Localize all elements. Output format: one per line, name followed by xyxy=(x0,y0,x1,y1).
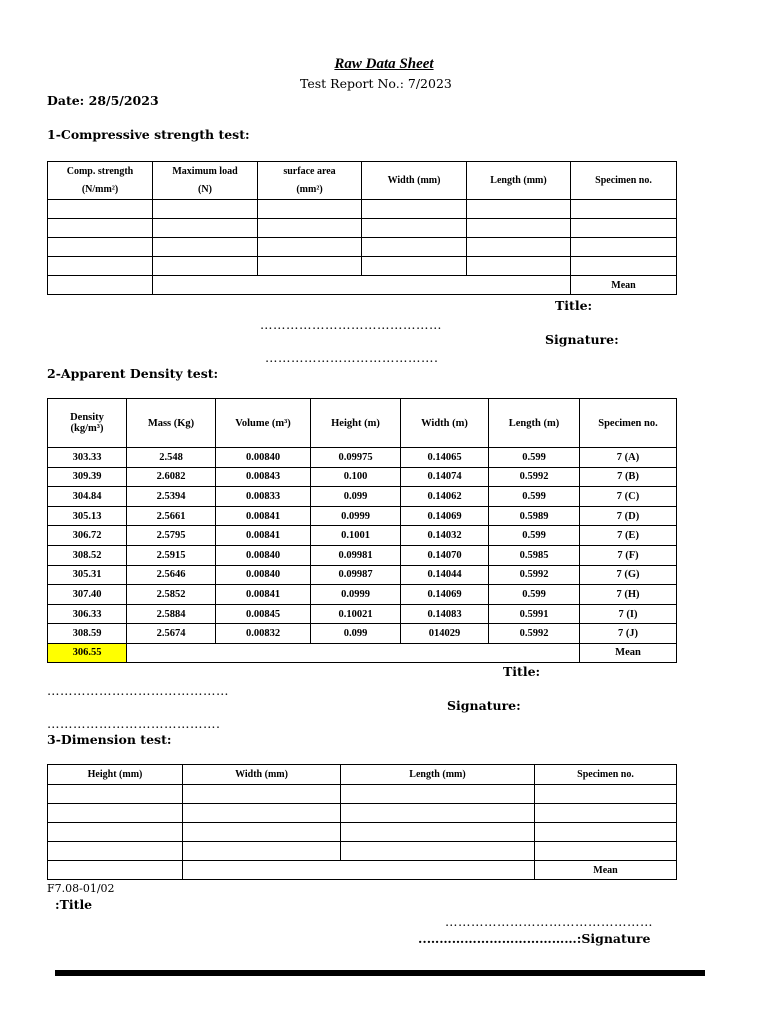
apparent-density-table xyxy=(47,398,677,663)
table-cell: 0.5985 xyxy=(489,545,580,565)
table-row xyxy=(48,785,677,804)
table-row xyxy=(48,219,677,238)
table-cell: 0.00833 xyxy=(216,487,311,507)
table-cell: 7 (F) xyxy=(580,545,677,565)
mean-label: Mean xyxy=(580,643,677,662)
table-cell: 2.5915 xyxy=(127,545,216,565)
footer-divider xyxy=(55,970,705,976)
table-row xyxy=(48,823,677,842)
table-cell: 0.100 xyxy=(311,467,401,487)
table-row xyxy=(48,526,677,546)
table-cell: 7 (C) xyxy=(580,487,677,507)
table-cell: 309.39 xyxy=(48,467,127,487)
table-row xyxy=(48,842,677,861)
table-cell: 2.5852 xyxy=(127,585,216,605)
table-cell: 2.5661 xyxy=(127,506,216,526)
table-cell: 308.52 xyxy=(48,545,127,565)
table-row xyxy=(48,257,677,276)
table-cell: 0.1001 xyxy=(311,526,401,546)
col-length: Length (mm) xyxy=(341,765,535,785)
table-cell: 7 (B) xyxy=(580,467,677,487)
table-cell: 0.14062 xyxy=(401,487,489,507)
col-length: Length (m) xyxy=(489,399,580,448)
report-number: Test Report No.: 7/2023 xyxy=(300,76,452,91)
col-height: Height (mm) xyxy=(48,765,183,785)
table-cell: 0.14032 xyxy=(401,526,489,546)
mean-row xyxy=(48,643,677,662)
table-cell: 7 (H) xyxy=(580,585,677,605)
col-max-load: Maximum load (N) xyxy=(153,162,258,200)
section2-heading: 2-Apparent Density test: xyxy=(47,366,219,381)
dimension-table xyxy=(47,764,677,880)
table-row xyxy=(48,804,677,823)
table-row xyxy=(48,604,677,624)
table-row xyxy=(48,545,677,565)
col-specimen: Specimen no. xyxy=(535,765,677,785)
table-cell: 2.5884 xyxy=(127,604,216,624)
signature-line: …………………………………. xyxy=(47,716,221,731)
table-cell: 0.09981 xyxy=(311,545,401,565)
table-row xyxy=(48,506,677,526)
title-label: Title: xyxy=(555,298,593,313)
table-row xyxy=(48,448,677,468)
table-cell: 304.84 xyxy=(48,487,127,507)
table-cell: 7 (I) xyxy=(580,604,677,624)
table-cell: 0.09975 xyxy=(311,448,401,468)
section1-heading: 1-Compressive strength test: xyxy=(47,127,250,142)
table-cell: 7 (G) xyxy=(580,565,677,585)
section3-heading: 3-Dimension test: xyxy=(47,732,172,747)
col-comp-strength: Comp. strength (N/mm²) xyxy=(48,162,153,200)
col-volume: Volume (m³) xyxy=(216,399,311,448)
compressive-strength-table xyxy=(47,161,677,295)
signature-label: Signature: xyxy=(447,698,521,713)
table-cell: 0.00841 xyxy=(216,585,311,605)
col-length: Length (mm) xyxy=(467,162,571,200)
table-row xyxy=(48,238,677,257)
signature-line: ..………………………………:Signature xyxy=(418,931,651,946)
table-cell: 2.5646 xyxy=(127,565,216,585)
mean-row xyxy=(48,861,677,880)
table-cell: 306.33 xyxy=(48,604,127,624)
title-line: …………………………………… xyxy=(47,683,229,698)
table-cell: 305.13 xyxy=(48,506,127,526)
table-cell: 0.00845 xyxy=(216,604,311,624)
title-label: :Title xyxy=(55,897,93,912)
table-cell: 0.14044 xyxy=(401,565,489,585)
mean-value: 306.55 xyxy=(48,643,127,662)
col-specimen: Specimen no. xyxy=(580,399,677,448)
page-title: Raw Data Sheet xyxy=(334,56,434,72)
col-height: Height (m) xyxy=(311,399,401,448)
col-width: Width (mm) xyxy=(362,162,467,200)
table-cell: 0.5992 xyxy=(489,624,580,644)
mean-label: Mean xyxy=(571,276,677,295)
table-row xyxy=(48,565,677,585)
table-cell: 0.5991 xyxy=(489,604,580,624)
table-cell: 2.5674 xyxy=(127,624,216,644)
table-cell: 305.31 xyxy=(48,565,127,585)
col-width: Width (mm) xyxy=(183,765,341,785)
table-cell: 2.5394 xyxy=(127,487,216,507)
table-row xyxy=(48,487,677,507)
table-cell: 0.14070 xyxy=(401,545,489,565)
table-cell: 0.599 xyxy=(489,448,580,468)
table-cell: 0.5992 xyxy=(489,467,580,487)
table-cell: 0.00840 xyxy=(216,565,311,585)
table-cell: 0.00840 xyxy=(216,448,311,468)
title-line: …………………………………… xyxy=(260,317,442,332)
col-surface-area: surface area (mm²) xyxy=(258,162,362,200)
table-row xyxy=(48,200,677,219)
table-cell: 306.72 xyxy=(48,526,127,546)
table-cell: 0.14065 xyxy=(401,448,489,468)
table-cell: 0.5992 xyxy=(489,565,580,585)
table-row xyxy=(48,585,677,605)
signature-label: Signature: xyxy=(545,332,619,347)
table-cell: 0.099 xyxy=(311,487,401,507)
table-cell: 7 (D) xyxy=(580,506,677,526)
table-cell: 2.6082 xyxy=(127,467,216,487)
table-cell: 0.599 xyxy=(489,487,580,507)
table-cell: 0.00841 xyxy=(216,526,311,546)
table-cell: 0.00843 xyxy=(216,467,311,487)
table-cell: 0.5989 xyxy=(489,506,580,526)
table-row xyxy=(48,624,677,644)
table-cell: 0.09987 xyxy=(311,565,401,585)
table-cell: 2.548 xyxy=(127,448,216,468)
table-cell: 0.0999 xyxy=(311,585,401,605)
title-line: ………………………………………… xyxy=(445,914,653,929)
table-cell: 7 (A) xyxy=(580,448,677,468)
signature-line: …………………………………. xyxy=(265,350,439,365)
table-cell: 0.14083 xyxy=(401,604,489,624)
table-cell: 0.14069 xyxy=(401,506,489,526)
table-cell: 7 (J) xyxy=(580,624,677,644)
form-code: F7.08-01/02 xyxy=(47,882,115,895)
title-label: Title: xyxy=(503,664,541,679)
table-cell: 0.14069 xyxy=(401,585,489,605)
mean-row xyxy=(48,276,677,295)
table-cell: 0.0999 xyxy=(311,506,401,526)
table-row xyxy=(48,467,677,487)
report-date: Date: 28/5/2023 xyxy=(47,93,159,108)
col-width: Width (m) xyxy=(401,399,489,448)
table-cell: 014029 xyxy=(401,624,489,644)
table-cell: 0.099 xyxy=(311,624,401,644)
table-cell: 0.14074 xyxy=(401,467,489,487)
table-cell: 0.00841 xyxy=(216,506,311,526)
table-cell: 0.10021 xyxy=(311,604,401,624)
table-cell: 0.00840 xyxy=(216,545,311,565)
table-cell: 308.59 xyxy=(48,624,127,644)
table-cell: 0.599 xyxy=(489,585,580,605)
mean-label: Mean xyxy=(535,861,677,880)
table-cell: 7 (E) xyxy=(580,526,677,546)
table-cell: 0.599 xyxy=(489,526,580,546)
table-cell: 2.5795 xyxy=(127,526,216,546)
table-cell: 0.00832 xyxy=(216,624,311,644)
table-cell: 307.40 xyxy=(48,585,127,605)
col-specimen: Specimen no. xyxy=(571,162,677,200)
table-cell: 303.33 xyxy=(48,448,127,468)
col-mass: Mass (Kg) xyxy=(127,399,216,448)
col-density: Density (kg/m³) xyxy=(48,399,127,448)
